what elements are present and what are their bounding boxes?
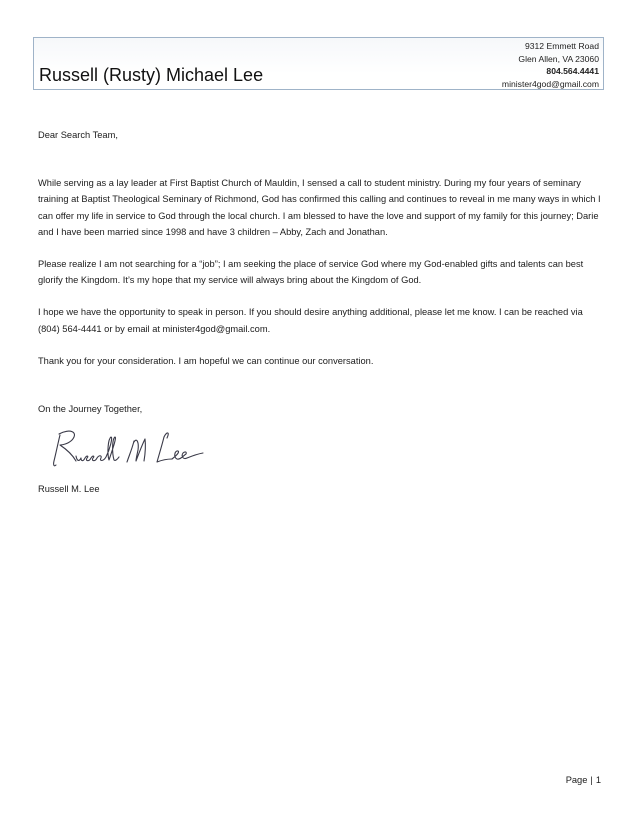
page-label: Page [565, 775, 588, 785]
paragraph-calling: While serving as a lay leader at First Baptist Church of Mauldin, I sensed a call to student ministry. During my four years of seminary training at Baptist Theological Seminary of Richmond, God has confirmed this calling and continues to reveal in me many ways in which I can offer my life in service to God through the local church. I am blessed to have the love and support of my family for this journey; Darie and I have been married since 1998 and have 3 children – Abby, Zach and Jonathan. [38, 178, 601, 237]
page-number: 1 [595, 775, 601, 785]
letter-body [38, 127, 604, 497]
page-separator: | [590, 775, 593, 785]
page-footer [566, 775, 601, 785]
email-address: minister4god@gmail.com [501, 78, 599, 89]
signer-name: Russell M. Lee [38, 484, 100, 495]
sender-name: Russell (Rusty) Michael Lee [39, 65, 264, 85]
closing: On the Journey Together, [38, 404, 143, 415]
paragraph-contact: I hope we have the opportunity to speak in person. If you should desire anything additional, please let me know. I can be reached via (804) 564-4441 or by email at minister4god@gmail.com. [38, 307, 583, 334]
letterhead [33, 37, 604, 90]
phone-number: 804.564.4441 [546, 66, 599, 76]
paragraph-purpose: Please realize I am not searching for a “job”; I am seeking the place of service God where my God-enabled gifts and talents can best glorify the Kingdom. It’s my hope that my service will always bring about the Kingdom of God. [38, 259, 584, 286]
address-line-2: Glen Allen, VA 23060 [518, 53, 599, 64]
address-line-1: 9312 Emmett Road [524, 41, 599, 51]
sender-contact [502, 40, 599, 90]
paragraph-thanks: Thank you for your consideration. I am hopeful we can continue our conversation. [38, 355, 374, 366]
handwritten-signature [46, 423, 216, 475]
salutation: Dear Search Team, [38, 130, 118, 140]
